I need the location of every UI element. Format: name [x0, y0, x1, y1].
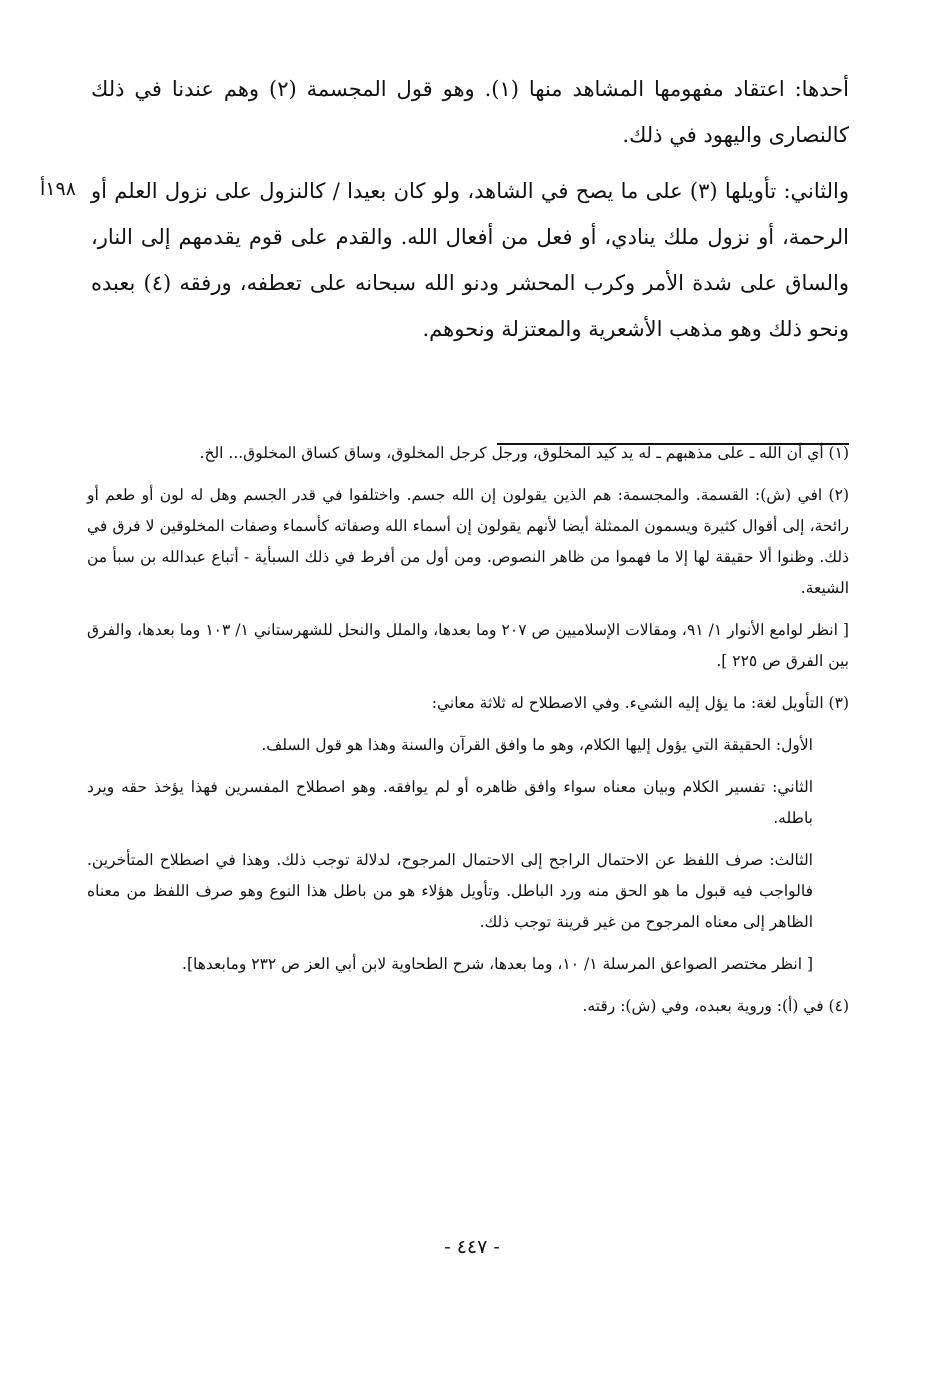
- footnote-4: (٤) في (أ): وروية بعبده، وفي (ش): رقته.: [582, 997, 849, 1015]
- footnotes: [87, 438, 849, 1033]
- footnote-3-second-meaning: الثاني: تفسير الكلام وبيان معناه سواء وافق ظاهره أو لم يوافقه. وهو اصطلاح المفسرين فهذا يؤخذ حقه ويرد باطله.: [87, 778, 813, 827]
- footnote-2-reference: [ انظر لوامع الأنوار ١/ ٩١، ومقالات الإسلاميين ص ٢٠٧ وما بعدها، والملل والنحل للشهرستاني ١/ ١٠٣ وما بعدها، والفرق بين الفرق ص ٢٢٥ ].: [87, 621, 849, 670]
- manuscript-folio-marker: ١٩٨أ: [40, 178, 76, 200]
- page-number: - ٤٤٧ -: [444, 1236, 500, 1258]
- footnote-1: (١) أي أن الله ـ على مذهبهم ـ له يد كيد المخلوق، ورجل كرجل المخلوق، وساق كساق المخلوق... الخ.: [199, 444, 849, 462]
- footnote-3: (٣) التأويل لغة: ما يؤل إليه الشيء. وفي الاصطلاح له ثلاثة معاني:: [431, 694, 849, 712]
- footnote-3-third-meaning: الثالث: صرف اللفظ عن الاحتمال الراجح إلى الاحتمال المرجوح، لدلالة توجب ذلك. وهذا في اصطلاح المتأخرين. فالواجب فيه قبول ما هو الحق منه ورد الباطل. وتأويل هؤلاء هو من باطل هذا النوع وهو صرف اللفظ من معناه الظاهر إلى معناه المرجوح من غير قرينة توجب ذلك.: [87, 851, 813, 931]
- footnote-3-reference: [ انظر مختصر الصواعق المرسلة ١/ ١٠، وما بعدها، شرح الطحاوية لابن أبي العز ص ٢٣٢ ومابعدها].: [182, 955, 813, 973]
- footnote-3-first-meaning: الأول: الحقيقة التي يؤول إليها الكلام، وهو ما وافق القرآن والسنة وهذا هو قول السلف.: [261, 736, 813, 754]
- paragraph-second: والثاني: تأويلها (٣) على ما يصح في الشاهد، ولو كان بعيدا / كالنزول على نزول العلم أو الرحمة، أو نزول ملك ينادي، أو فعل من أفعال الله. والقدم على قوم يقدمهم إلى النار، والساق على شدة الأمر وكرب المحشر ودنو الله سبحانه على تعطفه، ورفقه (٤) بعبده ونحو ذلك وهو مذهب الأشعرية والمعتزلة ونحوهم.: [91, 179, 849, 341]
- main-text: [91, 66, 849, 352]
- footnote-2: (٢) افي (ش): القسمة. والمجسمة: هم الذين يقولون إن الله جسم. واختلفوا في قدر الجسم وهل له لون أو طعم أو رائحة، إلى أقوال كثيرة ويسمون الممثلة أيضا لأنهم يقولون إن أسماء الله وصفاته كأسماء وصفات المخلوقين لا فرق في ذلك. وظنوا ألا حقيقة لها إلا ما فهموا من ظاهر النصوص. ومن أول من أفرط في ذلك السبأية - أتباع عبدالله بن سبأ من الشيعة.: [87, 486, 849, 597]
- paragraph-first: أحدها: اعتقاد مفهومها المشاهد منها (١). وهو قول المجسمة (٢) وهم عندنا في ذلك كالنصارى واليهود في ذلك.: [91, 77, 849, 147]
